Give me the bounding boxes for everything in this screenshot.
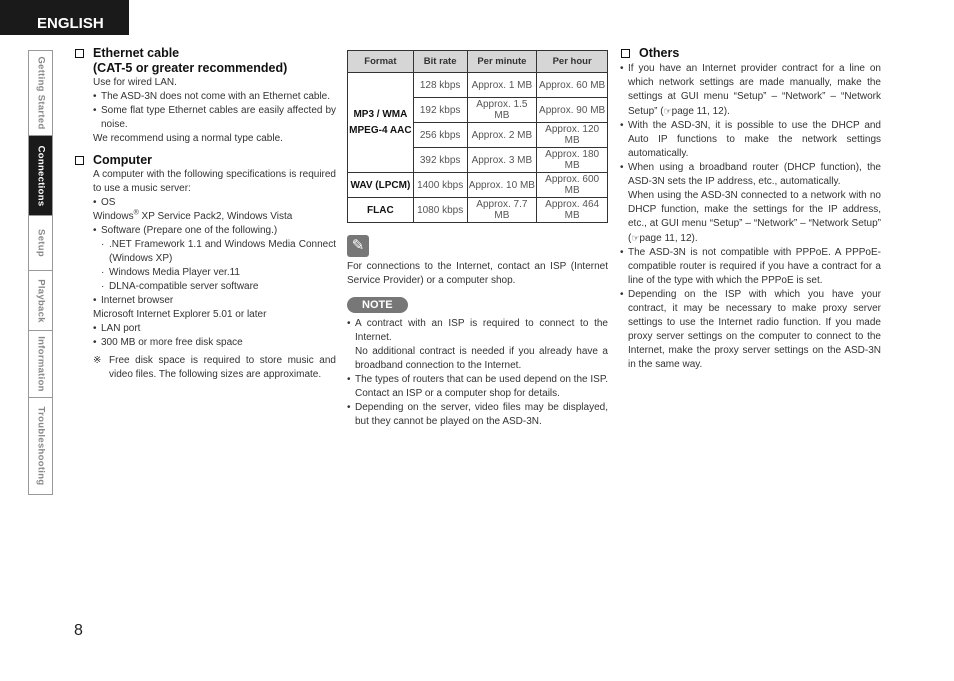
table-cell: 1080 kbps [413,198,467,223]
language-tab: ENGLISH [0,0,129,35]
side-tab-getting-started[interactable]: Getting Started [29,51,52,136]
table-header: Per hour [537,51,608,73]
table-row [348,198,608,223]
table-cell: Approx. 180 MB [537,148,608,173]
table-cell: Approx. 3 MB [467,148,537,173]
pencil-icon: ✎ [347,235,369,257]
computer-bullet: • LAN port [93,322,336,336]
table-header: Format [348,51,414,73]
ethernet-line: We recommend using a normal type cable. [93,133,283,144]
note-bullet: • Depending on the server, video files may be displayed, but they cannot be played on the ASD-3N. [347,401,608,429]
side-tab-playback[interactable]: Playback [29,271,52,331]
table-header: Per minute [467,51,537,73]
page-ref-icon: ☞ [631,233,640,243]
ethernet-heading: Ethernet cable (CAT-5 or greater recommended) [74,46,336,76]
side-tab-troubleshooting[interactable]: Troubleshooting [29,398,52,494]
table-cell: 192 kbps [413,98,467,123]
table-header: Bit rate [413,51,467,73]
table-cell: Approx. 90 MB [537,98,608,123]
table-cell: Approx. 7.7 MB [467,198,537,223]
side-tab-information[interactable]: Information [29,331,52,398]
others-bullet: • The ASD-3N is not compatible with PPPoE. A PPPoE-compatible router is required if you have a contract for a line of the type with which the PPPoE is set. [620,246,881,288]
table-cell: Approx. 1 MB [467,73,537,98]
format-cell: MP3 / WMA MPEG-4 AAC [348,73,414,173]
table-cell: Approx. 2 MB [467,123,537,148]
note-bullet: • The types of routers that can be used depend on the ISP. Contact an ISP or a computer shop for details. [347,373,608,401]
computer-os-value: Windows® XP Service Pack2, Windows Vista [93,209,293,222]
checkbox-square-icon [621,49,630,58]
column-middle [347,50,608,429]
checkbox-square-icon [75,49,84,58]
table-cell: Approx. 1.5 MB [467,98,537,123]
column-right [620,46,881,372]
software-item: · .NET Framework 1.1 and Windows Media Connect (Windows XP) [101,238,336,266]
others-line: When using the ASD-3N connected to a network with no DHCP function, make the settings for the IP address, etc., at GUI menu “Setup” – “Network” – “Network Setup” (☞page 11, 12). [628,190,881,244]
table-cell: 392 kbps [413,148,467,173]
side-tab-connections[interactable]: Connections [29,136,52,216]
table-cell: Approx. 464 MB [537,198,608,223]
table-row [348,73,608,98]
computer-bullet: • Internet browser [93,294,336,308]
ethernet-bullet: • The ASD-3N does not come with an Ethernet cable. [93,90,336,104]
ethernet-line: Use for wired LAN. [93,77,177,88]
others-heading: Others [620,46,881,61]
others-bullet: • With the ASD-3N, it is possible to use the DHCP and Auto IP functions to make the network settings automatically. [620,119,881,161]
table-cell: 256 kbps [413,123,467,148]
format-cell: WAV (LPCM) [348,173,414,198]
software-item: · DLNA-compatible server software [101,280,336,294]
page-number: 8 [74,622,83,639]
ethernet-bullet: • Some flat type Ethernet cables are easily affected by noise. [93,104,336,132]
note-line: No additional contract is needed if you already have a broadband connection to the Internet. [355,346,608,371]
computer-bullet: • OS [93,196,336,210]
side-tab-setup[interactable]: Setup [29,216,52,271]
browser-value: Microsoft Internet Explorer 5.01 or later [93,309,267,320]
others-bullet: • When using a broadband router (DHCP function), the ASD-3N sets the IP address, etc., automatically. [620,161,881,189]
table-cell: 128 kbps [413,73,467,98]
side-navigation [28,50,53,495]
table-cell: 1400 kbps [413,173,467,198]
computer-heading: Computer [74,153,336,168]
column-left [74,46,336,382]
computer-bullet: • 300 MB or more free disk space [93,336,336,350]
note-bullet: • A contract with an ISP is required to connect to the Internet. [347,317,608,345]
table-cell: Approx. 120 MB [537,123,608,148]
disk-space-note: ※ Free disk space is required to store music and video files. The following sizes are approximate. [93,354,336,382]
others-bullet: • If you have an Internet provider contract for a line on which network settings are made manually, make the settings at GUI menu “Setup” – “Network” – “Network Setup” (☞page 11, 12). [620,62,881,119]
software-item: · Windows Media Player ver.11 [101,266,336,280]
table-cell: Approx. 10 MB [467,173,537,198]
table-row [348,173,608,198]
table-cell: Approx. 600 MB [537,173,608,198]
page-ref-icon: ☞ [663,106,672,116]
file-size-table [347,50,608,223]
others-bullet: • Depending on the ISP with which you have your contract, it may be necessary to make proxy server settings to use the Internet radio function. If you made proxy server settings on the computer to connect to the Internet, make the proxy server settings on the ASD-3N in the same way. [620,288,881,372]
format-cell: FLAC [348,198,414,223]
computer-bullet: • Software (Prepare one of the following.) [93,224,336,238]
table-cell: Approx. 60 MB [537,73,608,98]
computer-intro: A computer with the following specifications is required to use a music server: [93,169,336,194]
note-badge: NOTE [347,297,408,313]
memo-text: For connections to the Internet, contact an ISP (Internet Service Provider) or a computer shop. [347,261,608,286]
checkbox-square-icon [75,156,84,165]
